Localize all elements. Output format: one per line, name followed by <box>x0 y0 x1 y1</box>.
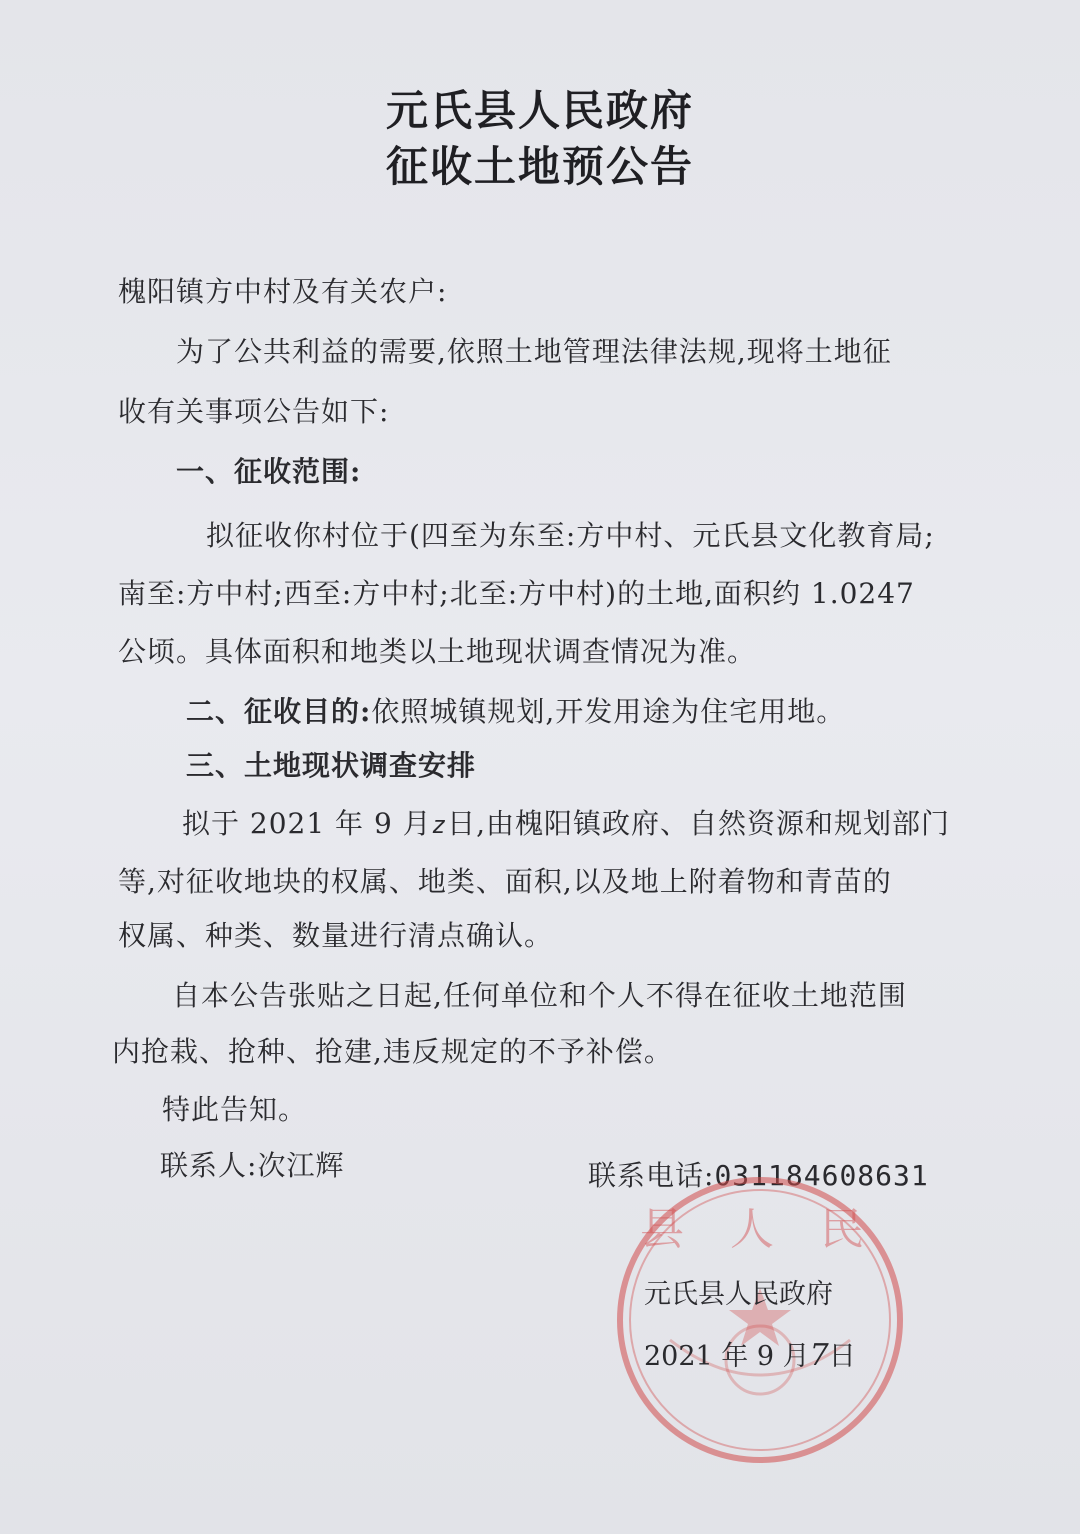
title-line-1: 元氏县人民政府 <box>385 86 694 135</box>
salutation: 槐阳镇方中村及有关农户: <box>118 275 448 308</box>
section-3-line-2: 等,对征收地块的权属、地类、面积,以及地上附着物和青苗的 <box>118 865 892 898</box>
section-3-line-3: 权属、种类、数量进行清点确认。 <box>118 919 554 952</box>
contact-person <box>160 1144 344 1184</box>
handwritten-day-1: z <box>431 811 448 839</box>
intro-line-2: 收有关事项公告如下: <box>118 395 390 428</box>
title-line-2: 征收土地预公告 <box>385 142 694 191</box>
signature-date-b: 日 <box>828 1341 856 1372</box>
intro-line-1: 为了公共利益的需要,依照土地管理法律法规,现将土地征 <box>176 335 892 368</box>
svg-text:县 人 民: 县 人 民 <box>640 1204 880 1255</box>
contact-person-name: 次江辉 <box>257 1149 345 1182</box>
signature-org: 元氏县人民政府 <box>644 1279 833 1310</box>
contact-person-label: 联系人: <box>160 1149 258 1182</box>
closing-text: 特此告知。 <box>162 1093 308 1126</box>
section-3-line-1 <box>182 802 950 842</box>
section-1-line-1: 拟征收你村位于(四至为东至:方中村、元氏县文化教育局; <box>206 519 935 552</box>
section-1-line-3: 公顷。具体面积和地类以土地现状调查情况为准。 <box>118 635 757 668</box>
section-3-line-1-b: 日,由槐阳镇政府、自然资源和规划部门 <box>447 807 951 840</box>
signature-date <box>644 1334 856 1373</box>
signature-date-a: 2021 年 9 月 <box>644 1341 810 1372</box>
contact-phone-number: 031184608631 <box>714 1159 929 1192</box>
notice-line-2: 内抢栽、抢种、抢建,违反规定的不予补偿。 <box>112 1035 673 1068</box>
section-2-heading: 二、征收目的: <box>186 695 372 728</box>
notice-line-1: 自本公告张贴之日起,任何单位和个人不得在征收土地范围 <box>172 979 907 1012</box>
contact-phone-label: 联系电话: <box>588 1159 715 1192</box>
section-2-text: 依照城镇规划,开发用途为住宅用地。 <box>371 695 846 728</box>
handwritten-day-2: 7 <box>809 1338 829 1373</box>
section-1-line-2: 南至:方中村;西至:方中村;北至:方中村)的土地,面积约 1.0247 <box>118 577 915 610</box>
section-2 <box>186 690 845 730</box>
section-3-line-1-a: 拟于 2021 年 9 月 <box>182 807 432 840</box>
official-seal-icon <box>610 1170 910 1470</box>
section-1-heading: 一、征收范围: <box>176 455 362 488</box>
section-3-heading: 三、土地现状调查安排 <box>186 749 477 782</box>
